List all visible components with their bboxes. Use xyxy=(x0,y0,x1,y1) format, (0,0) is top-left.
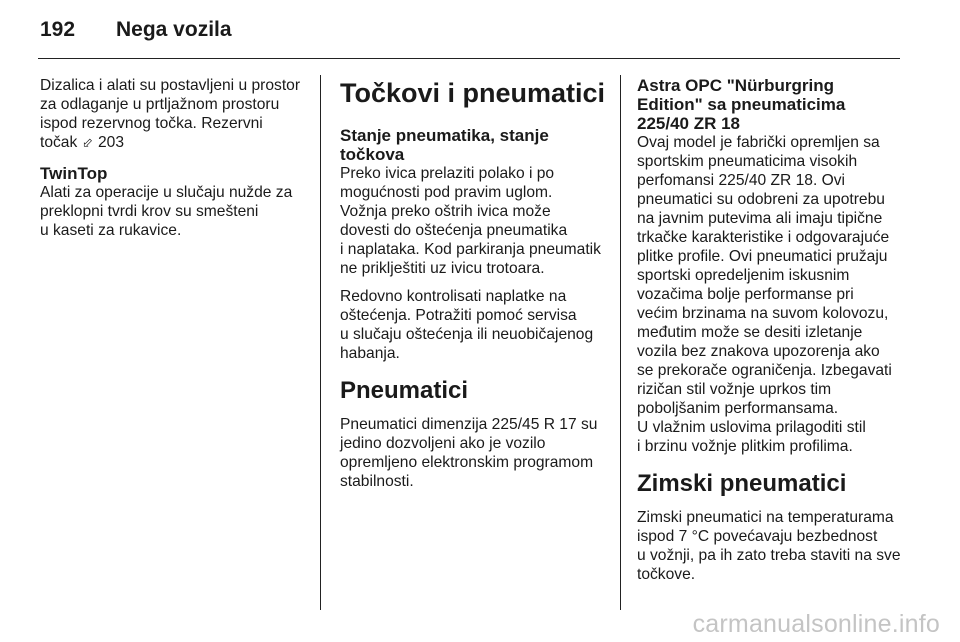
opc-edition-heading: Astra OPC "Nürburgring Edition" sa pneumaticima 225/40 ZR 18 xyxy=(637,76,846,133)
column-right xyxy=(637,76,909,593)
jack-tools-paragraph xyxy=(40,76,312,152)
column-divider-2 xyxy=(620,75,621,610)
tires-heading: Pneumatici xyxy=(340,377,469,404)
header-divider xyxy=(38,58,900,59)
chapter-title: Točkovi i pneumatici xyxy=(340,78,606,108)
page-number: 192 xyxy=(40,18,76,41)
winter-tires-heading: Zimski pneumatici xyxy=(637,470,847,497)
twintop-text: Alati za operacije u slučaju nužde za preklopni tvrdi krov su smešteni u kaseti za rukavice. xyxy=(40,184,293,239)
column-middle xyxy=(340,76,608,500)
section-title: Nega vozila xyxy=(116,18,232,41)
tire-condition-paragraph-1: Preko ivica prelaziti polako i po mogućnosti pod pravim uglom. Vožnja preko oštrih ivica može dovesti do oštećenja pneumatika i naplataka. Kod parkiranja pneumatik ne priklještiti uz ivicu trotoara. xyxy=(340,165,601,277)
cross-reference[interactable] xyxy=(82,134,124,151)
tires-text: Pneumatici dimenzija 225/45 R 17 su jedino dozvoljeni ako je vozilo opremljeno elektronskim programom stabilnosti. xyxy=(340,416,598,490)
tire-condition-paragraph-2: Redovno kontrolisati naplatke na oštećenja. Potražiti pomoć servisa u slučaju oštećenja ili neuobičajenog habanja. xyxy=(340,288,594,362)
jack-tools-text: Dizalica i alati su postavljeni u prostor za odlaganje u prtljažnom prostoru ispod rezervnog točka. Rezervni točak xyxy=(40,77,301,151)
tire-condition-heading: Stanje pneumatika, stanje točkova xyxy=(340,126,549,164)
twintop-heading: TwinTop xyxy=(40,164,108,183)
arrow-icon: ⬃ xyxy=(82,135,94,150)
watermark: carmanualsonline.info xyxy=(692,610,940,638)
opc-edition-text: Ovaj model je fabrički opremljen sa sportskim pneumaticima visokih perfomansi 225/40 ZR 18. Ovi pneumatici su odobreni za upotrebu na javnim putevima ali imaju tipične trkačke karakteristike i odgovarajuće plitke profile. Ovi pneumatici pružaju sportski opredeljenim iskusnim vozačima bolje performanse pri većim brzinama na suvom kolovozu, međutim može se desiti izletanje vozila bez znakova upozorenja ako se prekorače ograničenja. Izbegavati rizičan stil vožnje uprkos tim poboljšanim performansama. U vlažnim uslovima prilagoditi stil i brzinu vožnje plitkim profilima. xyxy=(637,134,892,455)
winter-tires-text: Zimski pneumatici na temperaturama ispod 7 °C povećavaju bezbednost u vožnji, pa ih zato treba staviti na sve točkove. xyxy=(637,509,901,583)
page-header xyxy=(40,18,232,48)
cross-reference-page: 203 xyxy=(97,134,124,151)
column-left xyxy=(40,76,312,249)
column-divider-1 xyxy=(320,75,321,610)
